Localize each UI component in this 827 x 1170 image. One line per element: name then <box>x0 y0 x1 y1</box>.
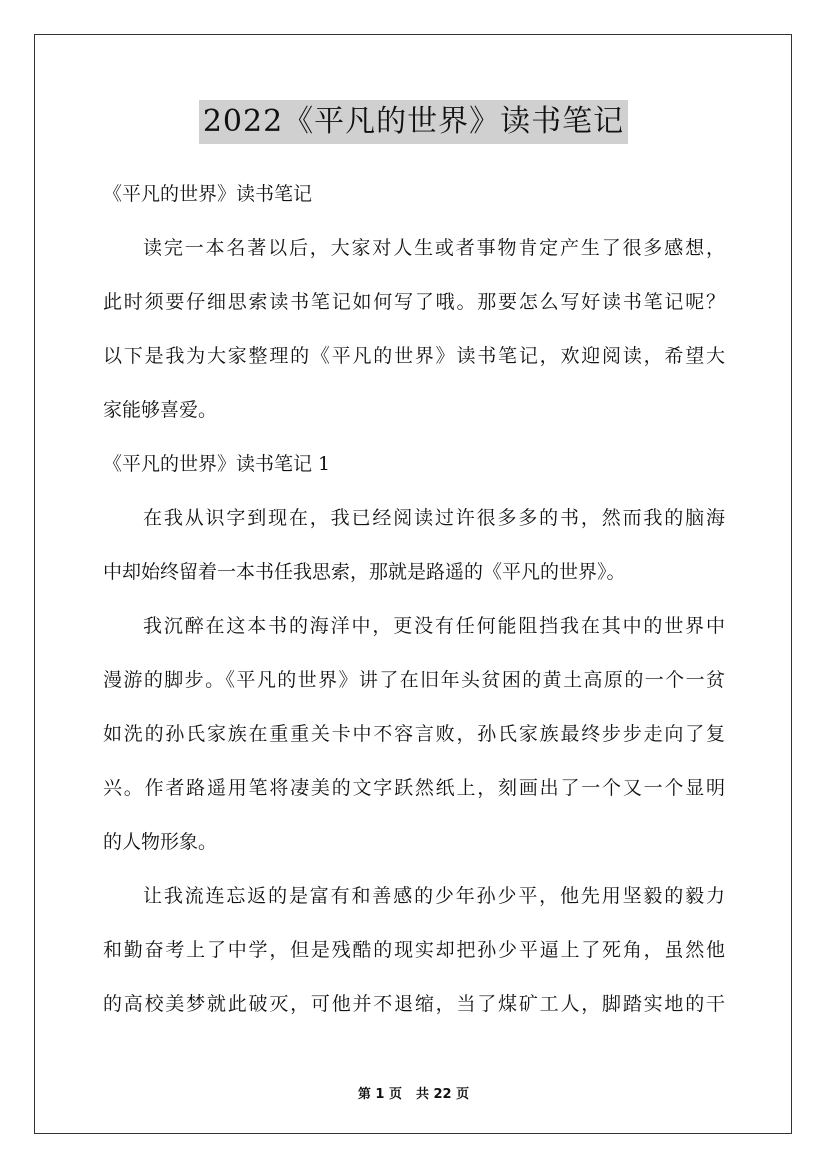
page-total: 共 22 页 <box>415 1087 470 1102</box>
paragraph-line: 在我从识字到现在，我已经阅读过许很多多的书，然而我的脑海 <box>143 507 725 529</box>
paragraph-line: 漫游的脚步。《平凡的世界》讲了在旧年头贫困的黄土高原的一个一贫 <box>103 669 725 691</box>
paragraph-line: 家能够喜爱。 <box>103 399 218 421</box>
paragraph-line: 读完一本名著以后，大家对人生或者事物肯定产生了很多感想， <box>143 237 725 259</box>
paragraph-line: 兴。作者路遥用笔将凄美的文字跃然纸上，刻画出了一个又一个显明 <box>103 777 725 799</box>
paragraph-line: 我沉醉在这本书的海洋中，更没有任何能阻挡我在其中的世界中 <box>143 615 725 637</box>
paragraph-line: 的人物形象。 <box>103 831 218 853</box>
paragraph-line: 此时须要仔细思索读书笔记如何写了哦。那要怎么写好读书笔记呢？ <box>103 291 725 313</box>
document-body <box>103 174 725 1038</box>
paragraph-line: 如洗的孙氏家族在重重关卡中不容言败，孙氏家族最终步步走向了复 <box>103 723 725 745</box>
page-footer <box>0 1083 827 1102</box>
subtitle-line: 《平凡的世界》读书笔记 <box>103 183 313 205</box>
paragraph-line: 的高校美梦就此破灭，可他并不退缩，当了煤矿工人，脚踏实地的干 <box>103 993 725 1015</box>
section-heading: 《平凡的世界》读书笔记 1 <box>103 453 331 475</box>
document-title: 2022《平凡的世界》读书笔记 <box>199 100 628 144</box>
paragraph-line: 和勤奋考上了中学，但是残酷的现实却把孙少平逼上了死角，虽然他 <box>103 939 725 961</box>
paragraph-line: 中却始终留着一本书任我思索，那就是路遥的《平凡的世界》。 <box>103 561 626 583</box>
paragraph-line: 以下是我为大家整理的《平凡的世界》读书笔记，欢迎阅读，希望大 <box>103 345 725 367</box>
page-number: 第 1 页 <box>357 1087 402 1102</box>
paragraph-line: 让我流连忘返的是富有和善感的少年孙少平，他先用坚毅的毅力 <box>143 885 725 907</box>
title-area <box>0 100 827 144</box>
